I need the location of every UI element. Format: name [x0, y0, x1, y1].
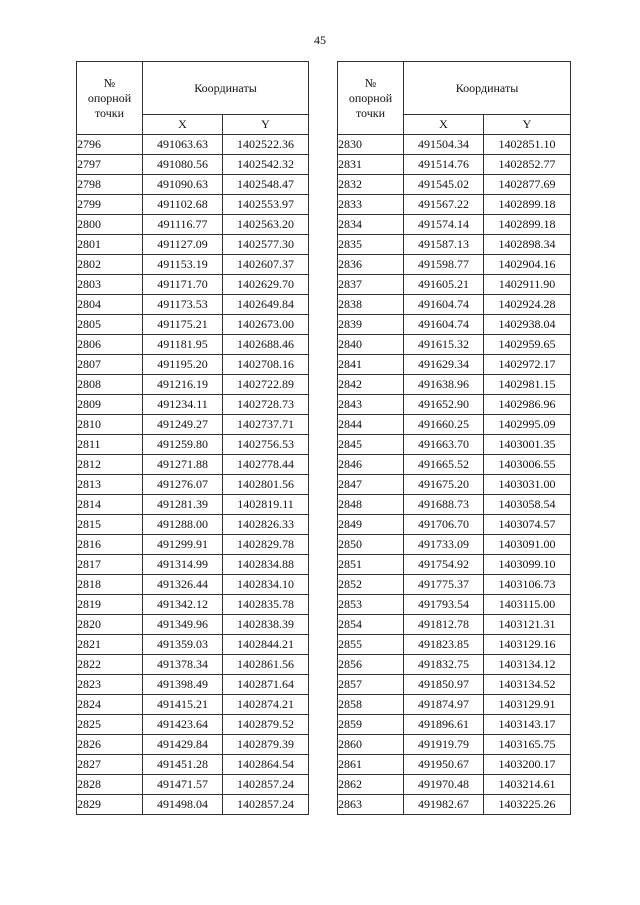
- point-number-cell: 2838: [338, 295, 404, 315]
- table-row: [338, 195, 571, 215]
- point-number-cell: 2851: [338, 555, 404, 575]
- table-row: [77, 695, 309, 715]
- x-coordinate-cell: 491195.20: [143, 355, 223, 375]
- y-coordinate-cell: 1403091.00: [484, 535, 571, 555]
- table-row: [77, 295, 309, 315]
- point-number-cell: 2834: [338, 215, 404, 235]
- x-coordinate-cell: 491471.57: [143, 775, 223, 795]
- y-coordinate-cell: 1403115.00: [484, 595, 571, 615]
- table-row: [338, 615, 571, 635]
- x-coordinate-cell: 491116.77: [143, 215, 223, 235]
- x-coordinate-cell: 491615.32: [404, 335, 484, 355]
- y-coordinate-cell: 1402877.69: [484, 175, 571, 195]
- y-coordinate-cell: 1402688.46: [223, 335, 309, 355]
- y-coordinate-cell: 1402864.54: [223, 755, 309, 775]
- table-row: [338, 495, 571, 515]
- x-coordinate-cell: 491234.11: [143, 395, 223, 415]
- table-row: [338, 235, 571, 255]
- point-number-header-line1: №: [103, 75, 116, 90]
- table-row: [77, 255, 309, 275]
- x-coordinate-cell: 491415.21: [143, 695, 223, 715]
- table-row: [77, 515, 309, 535]
- x-coordinate-cell: 491063.63: [143, 135, 223, 155]
- x-coordinate-cell: 491429.84: [143, 735, 223, 755]
- point-number-cell: 2814: [77, 495, 143, 515]
- x-coordinate-cell: 491249.27: [143, 415, 223, 435]
- x-coordinate-cell: 491950.67: [404, 755, 484, 775]
- point-number-cell: 2841: [338, 355, 404, 375]
- point-number-cell: 2811: [77, 435, 143, 455]
- table-row: [77, 415, 309, 435]
- point-number-cell: 2797: [77, 155, 143, 175]
- y-coordinate-cell: 1402972.17: [484, 355, 571, 375]
- table-row: [338, 735, 571, 755]
- table-row: [77, 495, 309, 515]
- y-coordinate-cell: 1402844.21: [223, 635, 309, 655]
- x-coordinate-cell: 491754.92: [404, 555, 484, 575]
- y-coordinate-cell: 1402986.96: [484, 395, 571, 415]
- y-coordinate-cell: 1403225.26: [484, 795, 571, 815]
- x-coordinate-cell: 491896.61: [404, 715, 484, 735]
- y-coordinate-cell: 1403143.17: [484, 715, 571, 735]
- point-number-cell: 2840: [338, 335, 404, 355]
- table-row: [77, 575, 309, 595]
- point-number-cell: 2812: [77, 455, 143, 475]
- x-coordinate-cell: 491982.67: [404, 795, 484, 815]
- point-number-cell: 2804: [77, 295, 143, 315]
- x-coordinate-cell: 491181.95: [143, 335, 223, 355]
- x-coordinate-cell: 491688.73: [404, 495, 484, 515]
- table-row: [77, 555, 309, 575]
- point-number-cell: 2815: [77, 515, 143, 535]
- table-row: [77, 435, 309, 455]
- y-coordinate-cell: 1402834.88: [223, 555, 309, 575]
- table-row: [338, 695, 571, 715]
- x-coordinate-cell: 491706.70: [404, 515, 484, 535]
- y-coordinate-cell: 1402959.65: [484, 335, 571, 355]
- table-row: [338, 315, 571, 335]
- table-row: [77, 215, 309, 235]
- point-number-cell: 2827: [77, 755, 143, 775]
- coordinates-table-right: [337, 61, 571, 815]
- point-number-cell: 2805: [77, 315, 143, 335]
- point-number-cell: 2823: [77, 675, 143, 695]
- point-number-cell: 2854: [338, 615, 404, 635]
- point-number-cell: 2807: [77, 355, 143, 375]
- y-coordinate-cell: 1402857.24: [223, 775, 309, 795]
- table-row: [338, 515, 571, 535]
- point-number-cell: 2802: [77, 255, 143, 275]
- y-coordinate-cell: 1402938.04: [484, 315, 571, 335]
- point-number-cell: 2857: [338, 675, 404, 695]
- table-row: [77, 735, 309, 755]
- point-number-cell: 2826: [77, 735, 143, 755]
- x-coordinate-cell: 491652.90: [404, 395, 484, 415]
- x-coordinate-cell: 491545.02: [404, 175, 484, 195]
- point-number-cell: 2853: [338, 595, 404, 615]
- x-coordinate-cell: 491823.85: [404, 635, 484, 655]
- point-number-cell: 2844: [338, 415, 404, 435]
- y-coordinate-cell: 1402911.90: [484, 275, 571, 295]
- point-number-cell: 2821: [77, 635, 143, 655]
- x-coordinate-cell: 491171.70: [143, 275, 223, 295]
- point-number-cell: 2798: [77, 175, 143, 195]
- table-row: [338, 355, 571, 375]
- point-number-header-line3: точки: [355, 105, 386, 120]
- point-number-cell: 2842: [338, 375, 404, 395]
- point-number-cell: 2829: [77, 795, 143, 815]
- x-coordinate-cell: 491216.19: [143, 375, 223, 395]
- x-coordinate-cell: 491605.21: [404, 275, 484, 295]
- y-coordinate-cell: 1402756.53: [223, 435, 309, 455]
- x-coordinate-cell: 491259.80: [143, 435, 223, 455]
- table-row: [77, 375, 309, 395]
- y-coordinate-cell: 1402829.78: [223, 535, 309, 555]
- point-number-cell: 2803: [77, 275, 143, 295]
- table-row: [77, 275, 309, 295]
- x-coordinate-cell: 491970.48: [404, 775, 484, 795]
- x-coordinate-cell: 491874.97: [404, 695, 484, 715]
- x-column-header: X: [143, 115, 223, 135]
- point-number-cell: 2801: [77, 235, 143, 255]
- table-row: [338, 455, 571, 475]
- table-row: [338, 655, 571, 675]
- table-row: [338, 435, 571, 455]
- y-coordinate-cell: 1402857.24: [223, 795, 309, 815]
- x-coordinate-cell: 491574.14: [404, 215, 484, 235]
- x-coordinate-cell: 491173.53: [143, 295, 223, 315]
- coordinates-table-left: [76, 61, 309, 815]
- point-number-header-line3: точки: [94, 105, 125, 120]
- y-coordinate-cell: 1403031.00: [484, 475, 571, 495]
- x-coordinate-cell: 491598.77: [404, 255, 484, 275]
- x-coordinate-cell: 491498.04: [143, 795, 223, 815]
- y-coordinate-cell: 1402737.71: [223, 415, 309, 435]
- y-coordinate-cell: 1403106.73: [484, 575, 571, 595]
- x-coordinate-cell: 491775.37: [404, 575, 484, 595]
- point-number-cell: 2820: [77, 615, 143, 635]
- table-row: [338, 275, 571, 295]
- table-row: [77, 175, 309, 195]
- x-coordinate-cell: 491504.34: [404, 135, 484, 155]
- point-number-cell: 2852: [338, 575, 404, 595]
- x-coordinate-cell: 491665.52: [404, 455, 484, 475]
- x-coordinate-cell: 491288.00: [143, 515, 223, 535]
- table-row: [338, 795, 571, 815]
- y-coordinate-cell: 1402728.73: [223, 395, 309, 415]
- x-coordinate-cell: 491638.96: [404, 375, 484, 395]
- x-coordinate-cell: 491587.13: [404, 235, 484, 255]
- point-number-cell: 2862: [338, 775, 404, 795]
- table-row: [77, 615, 309, 635]
- x-coordinate-cell: 491314.99: [143, 555, 223, 575]
- table-row: [77, 795, 309, 815]
- table-row: [338, 375, 571, 395]
- x-coordinate-cell: 491102.68: [143, 195, 223, 215]
- y-coordinate-cell: 1402778.44: [223, 455, 309, 475]
- point-number-cell: 2796: [77, 135, 143, 155]
- x-coordinate-cell: 491359.03: [143, 635, 223, 655]
- table-row: [338, 295, 571, 315]
- point-number-cell: 2845: [338, 435, 404, 455]
- y-coordinate-cell: 1403214.61: [484, 775, 571, 795]
- point-number-cell: 2816: [77, 535, 143, 555]
- point-number-cell: 2831: [338, 155, 404, 175]
- y-coordinate-cell: 1402879.52: [223, 715, 309, 735]
- table-row: [77, 635, 309, 655]
- y-column-header: Y: [484, 115, 571, 135]
- point-number-cell: 2836: [338, 255, 404, 275]
- table-row: [338, 175, 571, 195]
- point-number-cell: 2859: [338, 715, 404, 735]
- point-number-cell: 2806: [77, 335, 143, 355]
- y-coordinate-cell: 1402826.33: [223, 515, 309, 535]
- table-row: [77, 755, 309, 775]
- y-coordinate-cell: 1402629.70: [223, 275, 309, 295]
- table-row: [338, 395, 571, 415]
- point-number-cell: 2828: [77, 775, 143, 795]
- point-number-cell: 2835: [338, 235, 404, 255]
- y-coordinate-cell: 1402834.10: [223, 575, 309, 595]
- point-number-cell: 2824: [77, 695, 143, 715]
- x-coordinate-cell: 491175.21: [143, 315, 223, 335]
- point-number-cell: 2863: [338, 795, 404, 815]
- x-coordinate-cell: 491451.28: [143, 755, 223, 775]
- y-coordinate-cell: 1403129.91: [484, 695, 571, 715]
- x-coordinate-cell: 491812.78: [404, 615, 484, 635]
- table-row: [338, 775, 571, 795]
- x-column-header: X: [404, 115, 484, 135]
- x-coordinate-cell: 491604.74: [404, 315, 484, 335]
- point-number-cell: 2861: [338, 755, 404, 775]
- y-coordinate-cell: 1403058.54: [484, 495, 571, 515]
- x-coordinate-cell: 491663.70: [404, 435, 484, 455]
- table-row: [77, 455, 309, 475]
- x-coordinate-cell: 491276.07: [143, 475, 223, 495]
- x-coordinate-cell: 491349.96: [143, 615, 223, 635]
- y-coordinate-cell: 1402874.21: [223, 695, 309, 715]
- point-number-cell: 2846: [338, 455, 404, 475]
- point-number-cell: 2832: [338, 175, 404, 195]
- y-coordinate-cell: 1402852.77: [484, 155, 571, 175]
- point-number-cell: 2800: [77, 215, 143, 235]
- table-row: [77, 335, 309, 355]
- y-coordinate-cell: 1402542.32: [223, 155, 309, 175]
- y-coordinate-cell: 1402981.15: [484, 375, 571, 395]
- x-coordinate-cell: 491271.88: [143, 455, 223, 475]
- table-row: [338, 635, 571, 655]
- x-coordinate-cell: 491850.97: [404, 675, 484, 695]
- table-row: [338, 255, 571, 275]
- table-row: [77, 155, 309, 175]
- y-coordinate-cell: 1402673.00: [223, 315, 309, 335]
- y-coordinate-cell: 1402548.47: [223, 175, 309, 195]
- point-number-cell: 2850: [338, 535, 404, 555]
- point-number-cell: 2817: [77, 555, 143, 575]
- table-row: [338, 595, 571, 615]
- x-coordinate-cell: 491567.22: [404, 195, 484, 215]
- table-row: [77, 315, 309, 335]
- y-coordinate-cell: 1402871.64: [223, 675, 309, 695]
- x-coordinate-cell: 491660.25: [404, 415, 484, 435]
- point-number-cell: 2808: [77, 375, 143, 395]
- table-row: [77, 715, 309, 735]
- y-coordinate-cell: 1402835.78: [223, 595, 309, 615]
- table-row: [338, 415, 571, 435]
- y-coordinate-cell: 1403006.55: [484, 455, 571, 475]
- point-number-cell: 2822: [77, 655, 143, 675]
- y-coordinate-cell: 1402879.39: [223, 735, 309, 755]
- table-row: [338, 335, 571, 355]
- point-number-cell: 2858: [338, 695, 404, 715]
- point-number-header: [77, 62, 143, 135]
- y-coordinate-cell: 1402563.20: [223, 215, 309, 235]
- y-column-header: Y: [223, 115, 309, 135]
- table-row: [338, 675, 571, 695]
- y-coordinate-cell: 1403165.75: [484, 735, 571, 755]
- table-row: [77, 675, 309, 695]
- x-coordinate-cell: 491675.20: [404, 475, 484, 495]
- point-number-cell: 2830: [338, 135, 404, 155]
- x-coordinate-cell: 491080.56: [143, 155, 223, 175]
- x-coordinate-cell: 491378.34: [143, 655, 223, 675]
- table-row: [338, 535, 571, 555]
- y-coordinate-cell: 1403200.17: [484, 755, 571, 775]
- table-row: [338, 575, 571, 595]
- point-number-cell: 2837: [338, 275, 404, 295]
- x-coordinate-cell: 491127.09: [143, 235, 223, 255]
- y-coordinate-cell: 1402899.18: [484, 215, 571, 235]
- x-coordinate-cell: 491342.12: [143, 595, 223, 615]
- table-row: [77, 775, 309, 795]
- table-row: [77, 535, 309, 555]
- table-row: [77, 655, 309, 675]
- x-coordinate-cell: 491733.09: [404, 535, 484, 555]
- y-coordinate-cell: 1403099.10: [484, 555, 571, 575]
- table-row: [77, 475, 309, 495]
- table-row: [77, 135, 309, 155]
- point-number-cell: 2856: [338, 655, 404, 675]
- point-number-cell: 2848: [338, 495, 404, 515]
- y-coordinate-cell: 1402607.37: [223, 255, 309, 275]
- point-number-cell: 2847: [338, 475, 404, 495]
- x-coordinate-cell: 491326.44: [143, 575, 223, 595]
- point-number-cell: 2818: [77, 575, 143, 595]
- x-coordinate-cell: 491398.49: [143, 675, 223, 695]
- point-number-cell: 2833: [338, 195, 404, 215]
- x-coordinate-cell: 491514.76: [404, 155, 484, 175]
- x-coordinate-cell: 491793.54: [404, 595, 484, 615]
- y-coordinate-cell: 1403074.57: [484, 515, 571, 535]
- table-row: [77, 595, 309, 615]
- point-number-cell: 2860: [338, 735, 404, 755]
- y-coordinate-cell: 1402577.30: [223, 235, 309, 255]
- point-number-header-line2: опорной: [348, 90, 393, 105]
- table-row: [77, 395, 309, 415]
- y-coordinate-cell: 1402898.34: [484, 235, 571, 255]
- x-coordinate-cell: 491153.19: [143, 255, 223, 275]
- y-coordinate-cell: 1402904.16: [484, 255, 571, 275]
- point-number-cell: 2799: [77, 195, 143, 215]
- table-row: [77, 235, 309, 255]
- point-number-cell: 2809: [77, 395, 143, 415]
- table-row: [338, 215, 571, 235]
- y-coordinate-cell: 1403129.16: [484, 635, 571, 655]
- table-row: [338, 475, 571, 495]
- table-row: [338, 555, 571, 575]
- y-coordinate-cell: 1402851.10: [484, 135, 571, 155]
- table-row: [77, 355, 309, 375]
- table-row: [77, 195, 309, 215]
- table-row: [338, 755, 571, 775]
- y-coordinate-cell: 1402899.18: [484, 195, 571, 215]
- point-number-header: [338, 62, 404, 135]
- x-coordinate-cell: 491090.63: [143, 175, 223, 195]
- x-coordinate-cell: 491299.91: [143, 535, 223, 555]
- y-coordinate-cell: 1402924.28: [484, 295, 571, 315]
- x-coordinate-cell: 491832.75: [404, 655, 484, 675]
- table-row: [338, 155, 571, 175]
- point-number-header-line1: №: [364, 75, 377, 90]
- point-number-cell: 2839: [338, 315, 404, 335]
- x-coordinate-cell: 491919.79: [404, 735, 484, 755]
- y-coordinate-cell: 1403121.31: [484, 615, 571, 635]
- y-coordinate-cell: 1402819.11: [223, 495, 309, 515]
- point-number-cell: 2843: [338, 395, 404, 415]
- point-number-header-line2: опорной: [87, 90, 132, 105]
- point-number-cell: 2825: [77, 715, 143, 735]
- y-coordinate-cell: 1402801.56: [223, 475, 309, 495]
- point-number-cell: 2855: [338, 635, 404, 655]
- point-number-cell: 2810: [77, 415, 143, 435]
- y-coordinate-cell: 1402722.89: [223, 375, 309, 395]
- x-coordinate-cell: 491423.64: [143, 715, 223, 735]
- y-coordinate-cell: 1403001.35: [484, 435, 571, 455]
- y-coordinate-cell: 1402649.84: [223, 295, 309, 315]
- table-row: [338, 135, 571, 155]
- y-coordinate-cell: 1402553.97: [223, 195, 309, 215]
- y-coordinate-cell: 1402708.16: [223, 355, 309, 375]
- page-number: 45: [314, 33, 326, 47]
- y-coordinate-cell: 1403134.52: [484, 675, 571, 695]
- point-number-cell: 2813: [77, 475, 143, 495]
- x-coordinate-cell: 491604.74: [404, 295, 484, 315]
- coordinates-header: Координаты: [404, 62, 571, 115]
- x-coordinate-cell: 491629.34: [404, 355, 484, 375]
- y-coordinate-cell: 1402995.09: [484, 415, 571, 435]
- point-number-cell: 2819: [77, 595, 143, 615]
- y-coordinate-cell: 1402522.36: [223, 135, 309, 155]
- y-coordinate-cell: 1402838.39: [223, 615, 309, 635]
- table-row: [338, 715, 571, 735]
- point-number-cell: 2849: [338, 515, 404, 535]
- coordinates-header: Координаты: [143, 62, 309, 115]
- y-coordinate-cell: 1402861.56: [223, 655, 309, 675]
- x-coordinate-cell: 491281.39: [143, 495, 223, 515]
- y-coordinate-cell: 1403134.12: [484, 655, 571, 675]
